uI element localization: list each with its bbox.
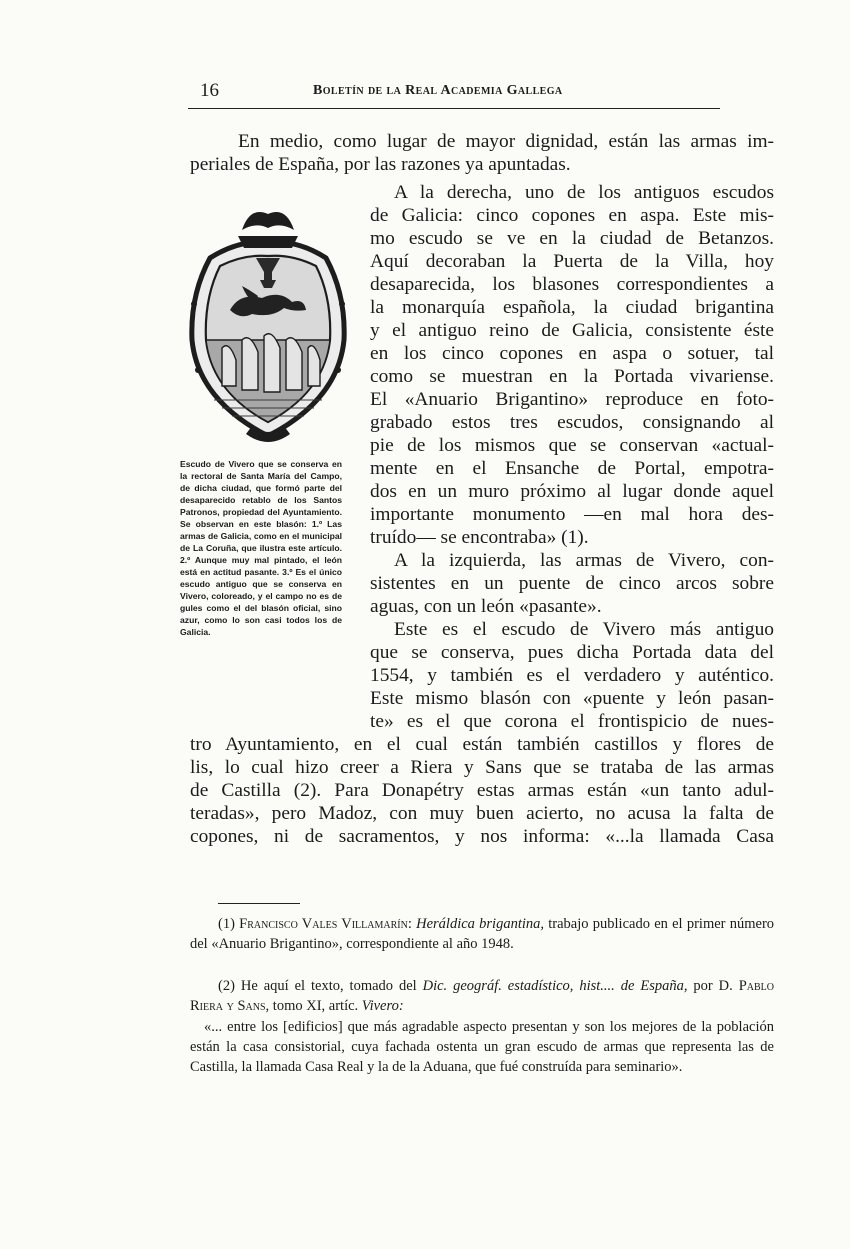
footnote-author: Pablo Riera y Sans,: [190, 978, 775, 1014]
vivero-coat-of-arms-image: [180, 200, 356, 452]
paragraph-line: como se muestran en la Portada vivariense.: [370, 366, 774, 387]
paragraph-line: periales de España, por las razones ya apuntadas.: [190, 154, 571, 175]
page-number: 16: [200, 80, 219, 101]
footnote-text: trabajo publicado en el primer número del «Anuario Brigantino», correspondiente al año 1948.: [190, 916, 775, 952]
paragraph-line: mo escudo se ve en la ciudad de Betanzos.: [370, 228, 774, 249]
footnote-marker: (1): [218, 916, 235, 932]
paragraph-line: de Castilla (2). Para Donapétry estas armas están «un tanto adul-: [190, 780, 774, 801]
footnote-author: Francisco Vales Villamarín:: [239, 916, 412, 932]
paragraph-line: importante monumento —en mal hora des-: [370, 504, 774, 525]
paragraph-line: dos en un muro próximo al lugar donde aquel: [370, 481, 774, 502]
footnote-text: He aquí el texto, tomado del: [240, 978, 417, 994]
footnote-2-quote: «... entre los [edificios] que más agradable aspecto presentan y son los mejores de la población están la casa consistorial, cuya fachada ostenta un gran escudo de armas que representa las de Castilla, la llamada Casa Real y la de la Aduana, que fué construída para seminario».: [190, 1019, 774, 1075]
footnote-work-title: Heráldica brigantina,: [416, 916, 545, 932]
footnote-work-title: Dic. geográf. estadístico, hist.... de España,: [422, 978, 688, 994]
footnote-2: [190, 976, 774, 1016]
paragraph-line: Aquí decoraban la Puerta de la Villa, hoy: [370, 251, 774, 272]
footnote-entry: Vivero:: [361, 998, 404, 1014]
footnote-marker: (2): [218, 978, 235, 994]
paragraph-line: de Galicia: cinco copones en aspa. Este mis-: [370, 205, 774, 226]
paragraph-line: A la izquierda, las armas de Vivero, con-: [394, 550, 774, 571]
paragraph-line: tro Ayuntamiento, en el cual están también castillos y flores de: [190, 734, 774, 755]
paragraph-line: mente en el Ensanche de Portal, empotra-: [370, 458, 774, 479]
footnote-separator: [218, 903, 300, 904]
paragraph-line: teradas», pero Madoz, con muy buen acierto, no acusa la falta de: [190, 803, 774, 824]
footnote-text: por D.: [693, 978, 733, 994]
paragraph-line: A la derecha, uno de los antiguos escudos: [394, 182, 774, 203]
paragraph-line: Este es el escudo de Vivero más antiguo: [394, 619, 774, 640]
paragraph-line: grabado estos tres escudos, consignando al: [370, 412, 774, 433]
paragraph-line: la monarquía española, la ciudad brigantina: [370, 297, 774, 318]
paragraph-line: En medio, como lugar de mayor dignidad, están las armas im-: [238, 131, 774, 152]
paragraph-line: pie de los mismos que se conservan «actual-: [370, 435, 774, 456]
paragraph-line: sistentes en un puente de cinco arcos sobre: [370, 573, 774, 594]
footnote-1: [190, 914, 774, 954]
paragraph-line: y el antiguo reino de Galicia, consistente éste: [370, 320, 774, 341]
paragraph-line: El «Anuario Brigantino» reproduce en foto-: [370, 389, 774, 410]
paragraph-line: aguas, con un león «pasante».: [370, 596, 602, 617]
paragraph-line: copones, ni de sacramentos, y nos informa: «...la llamada Casa: [190, 826, 774, 847]
paragraph-line: te» es el que corona el frontispicio de nues-: [370, 711, 774, 732]
paragraph-line: 1554, y también es el verdadero y auténtico.: [370, 665, 774, 686]
running-title: Boletín de la Real Academia Gallega: [313, 83, 563, 98]
paragraph-line: Este mismo blasón con «puente y león pasan-: [370, 688, 774, 709]
paragraph-line: desaparecida, los blasones correspondientes a: [370, 274, 774, 295]
paragraph-line: truído— se encontraba» (1).: [370, 527, 589, 548]
paragraph-line: lis, lo cual hizo creer a Riera y Sans que se trataba de las armas: [190, 757, 774, 778]
image-caption: Escudo de Vivero que se conserva en la rectoral de Santa María del Campo, de dicha ciudad, que formó parte del desaparecido retablo de los Santos Patronos, propiedad del Ayuntamiento. Se observan en este blasón: 1.º Las armas de Galicia, como en el municipal de La Coruña, que ilustra este artículo. 2.º Aunque muy mal pintado, el león está en actitud pasante. 3.º Es el único escudo antiguo que se conserva en Vivero, coloreado, y el campo no es de gules como el del blasón oficial, sino azur, como lo son casi todos los de Galicia.: [180, 459, 342, 637]
paragraph-line: que se conserva, pues dicha Portada data del: [370, 642, 774, 663]
footnote-text: tomo XI, artíc.: [272, 998, 359, 1014]
running-header: [188, 78, 720, 109]
paragraph-line: en los cinco copones en aspa o sotuer, tal: [370, 343, 774, 364]
